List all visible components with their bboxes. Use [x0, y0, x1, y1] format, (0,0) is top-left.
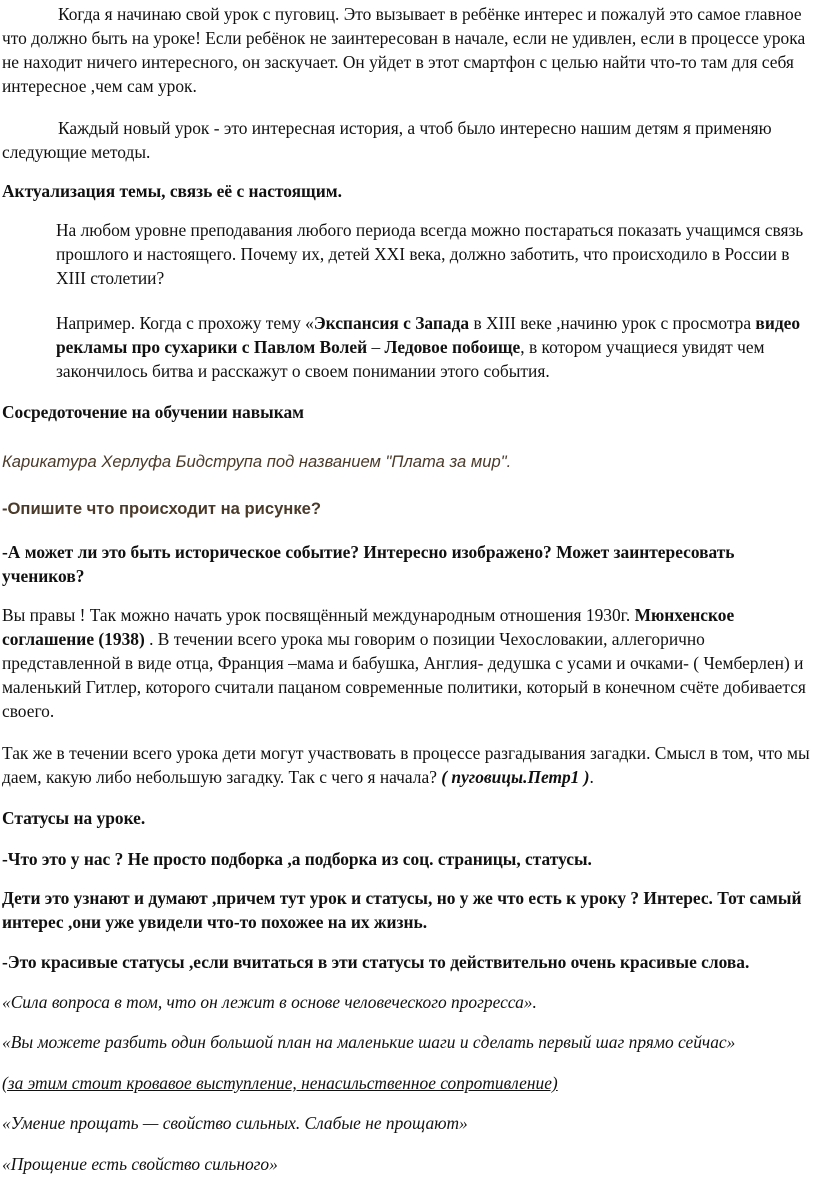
- caricature-caption: Карикатура Херлуфа Бидструпа под названием "Плата за мир".: [2, 452, 512, 471]
- heading-skills-focus: Сосредоточение на обучении навыкам: [2, 402, 304, 422]
- heading-actualization: Актуализация темы, связь её с настоящим.: [2, 181, 342, 201]
- text-run: , в котором учащиеся увидят чем закончилось битва и расскажут о своем понимании этого события.: [56, 337, 765, 381]
- text-run: в XIII веке ,начиню урок с просмотра: [469, 313, 756, 333]
- heading-statuses: Статусы на уроке.: [2, 808, 146, 828]
- text-run: Например. Когда с прохожу тему «: [56, 313, 314, 333]
- question-statuses: -Что это у нас ? Не просто подборка ,а подборка из соц. страницы, статусы.: [2, 849, 592, 869]
- paragraph-interest: Дети это узнают и думают ,причем тут урок и статусы, но у же что есть к уроку ? Интерес. Тот самый интерес ,они уже увидели что-то похожее на их жизнь.: [2, 888, 802, 932]
- text-run: Так же в течении всего урока дети могут участвовать в процессе разгадывания загадки. Смысл в том, что мы даем, какую либо небольшую загадку. Так с чего я начала?: [2, 743, 810, 787]
- paragraph-buttons-intro: Когда я начинаю свой урок с пуговиц. Это вызывает в ребёнке интерес и пожалуй это самое главное что должно быть на уроке! Если ребёнок не заинтересован в начале, если не удивлен, если в процессе урока не находит ничего интересного, он заскучает. Он уйдет в этот смартфон с целью найти что-то там для себя интересное ,чем сам урок.: [2, 4, 806, 96]
- quote-question-power: «Сила вопроса в том, что он лежит в основе человеческого прогресса».: [2, 992, 537, 1012]
- bold-italic-run: ( пуговицы.Петр1 ): [441, 767, 590, 787]
- text-run: Вы правы ! Так можно начать урок посвящённый международным отношения 1930г.: [2, 605, 635, 625]
- paragraph-munich-agreement: [2, 603, 810, 723]
- paragraph-riddle: [2, 741, 810, 789]
- bold-run: Ледовое побоище: [384, 337, 521, 357]
- paragraph-methods-intro: Каждый новый урок - это интересная история, а чтоб было интересно нашим детям я применяю следующие методы.: [2, 118, 772, 162]
- quote-forgiveness-property: «Прощение есть свойство сильного»: [2, 1154, 278, 1174]
- bold-run: видео рекламы про сухарики с Павлом Волей: [56, 313, 801, 357]
- question-historical-event: -А может ли это быть историческое событие? Интересно изображено? Может заинтересовать учеников?: [2, 542, 735, 586]
- bold-run: Мюнхенское соглашение (1938): [2, 605, 735, 649]
- text-run: .: [589, 767, 594, 787]
- paragraph-past-present: На любом уровне преподавания любого периода всегда можно постараться показать учащимся связь прошлого и настоящего. Почему их, детей XXI века, должно заботить, что происходило в России в XIII столетии?: [56, 220, 804, 288]
- text-run: –: [367, 337, 385, 357]
- text-run: . В течении всего урока мы говорим о позиции Чехословакии, аллегорично представленной в виде отца, Франция –мама и бабушка, Англия- дедушка с усами и очками- ( Чемберлен) и маленький Гитлер, которого считали пацаном современные политики, который в конечном счёте добивается своего.: [2, 629, 806, 721]
- question-describe: -Опишите что происходит на рисунке?: [2, 499, 321, 518]
- paragraph-example-expansion: [56, 311, 808, 383]
- bold-run: Экспансия с Запада: [313, 313, 470, 333]
- quote-forgiveness-strong: «Умение прощать — свойство сильных. Слабые не прощают»: [2, 1113, 468, 1133]
- note-nonviolent-resistance: (за этим стоит кровавое выступление, ненасильственное сопротивление): [2, 1073, 558, 1093]
- paragraph-beautiful-words: -Это красивые статусы ,если вчитаться в эти статусы то действительно очень красивые слова.: [2, 952, 750, 972]
- quote-big-plan: «Вы можете разбить один большой план на маленькие шаги и сделать первый шаг прямо сейчас»: [2, 1032, 736, 1052]
